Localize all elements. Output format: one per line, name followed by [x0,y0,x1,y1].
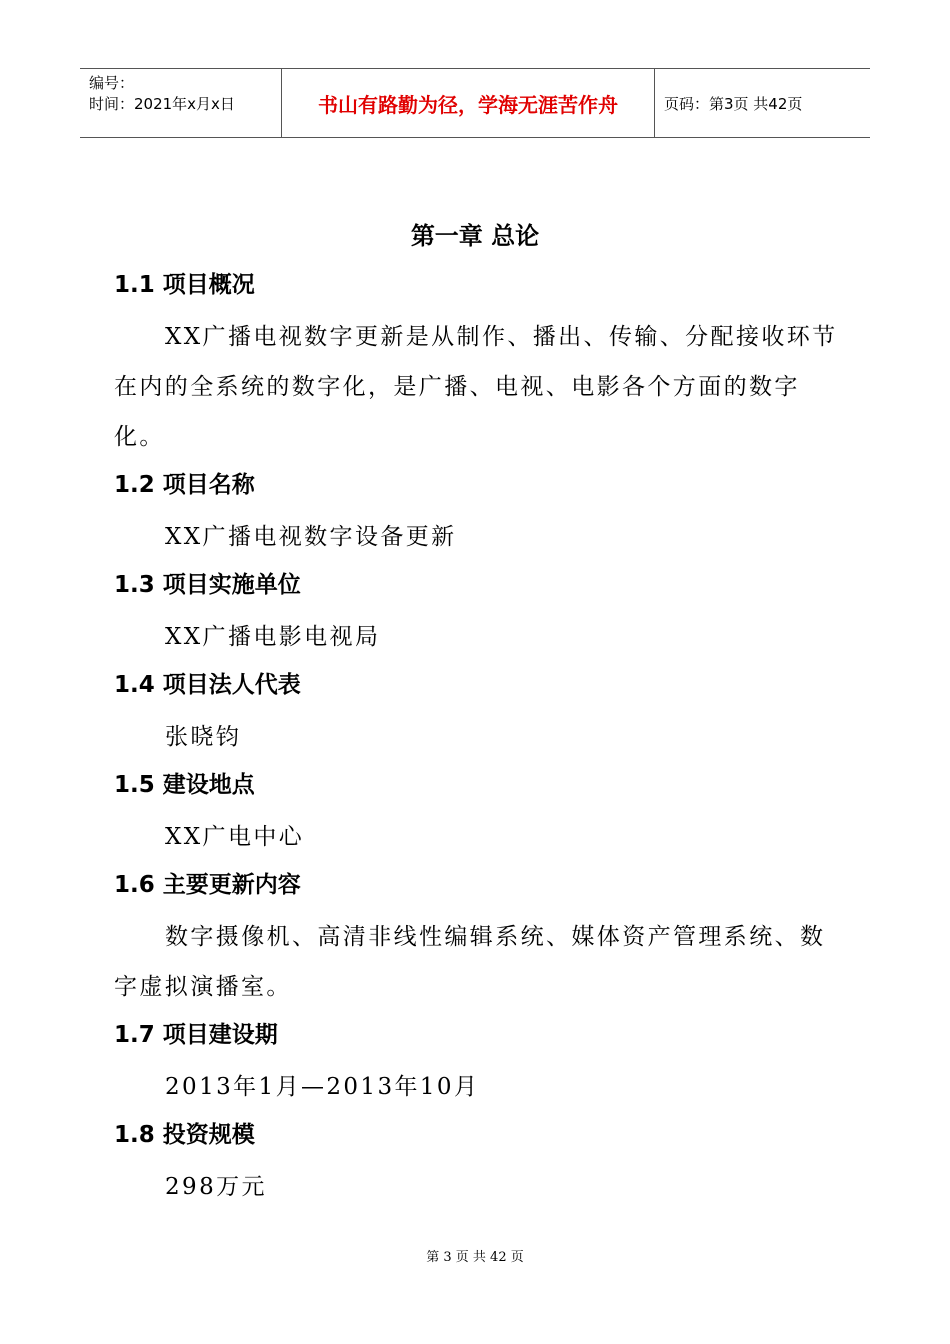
section-1-3 [114,562,840,662]
section-text: 数字摄像机、高清非线性编辑系统、媒体资产管理系统、数字虚拟演播室。 [114,924,826,1000]
time-label: 时间：2021年x月x日 [89,95,235,113]
section-1-7 [114,1012,840,1112]
section-1-8 [114,1112,840,1212]
section-heading: 1.3 项目实施单位 [114,572,301,598]
section-heading: 1.4 项目法人代表 [114,672,301,698]
header-meta [80,69,282,137]
header-motto: 书山有路勤为径，学海无涯苦作舟 [282,69,655,137]
section-1-5 [114,762,840,862]
section-text: XX广电中心 [165,824,305,850]
section-heading: 1.8 投资规模 [114,1122,255,1148]
section-1-6 [114,862,840,1012]
chapter-title: 第一章 总论 [410,222,540,250]
section-text: 张晓钧 [165,724,242,750]
section-heading: 1.1 项目概况 [114,272,255,298]
section-text: XX广播电影电视局 [165,624,381,650]
number-label: 编号： [89,74,135,92]
section-1-1 [114,262,840,462]
section-heading: 1.5 建设地点 [114,772,255,798]
section-heading: 1.2 项目名称 [114,472,255,498]
document-body [114,262,840,1212]
section-text: XX广播电视数字设备更新 [165,524,457,550]
section-1-2 [114,462,840,562]
section-text: XX广播电视数字更新是从制作、播出、传输、分配接收环节在内的全系统的数字化，是广播、电视、电影各个方面的数字化。 [114,324,838,450]
section-heading: 1.6 主要更新内容 [114,872,301,898]
section-text: 2013年1月—2013年10月 [165,1074,480,1100]
section-1-4 [114,662,840,762]
header-page-info: 页码：第3页 共42页 [664,94,803,113]
page-footer: 第 3 页 共 42 页 [426,1250,524,1265]
section-text: 298万元 [165,1174,267,1200]
section-heading: 1.7 项目建设期 [114,1022,278,1048]
page-header [80,68,870,138]
